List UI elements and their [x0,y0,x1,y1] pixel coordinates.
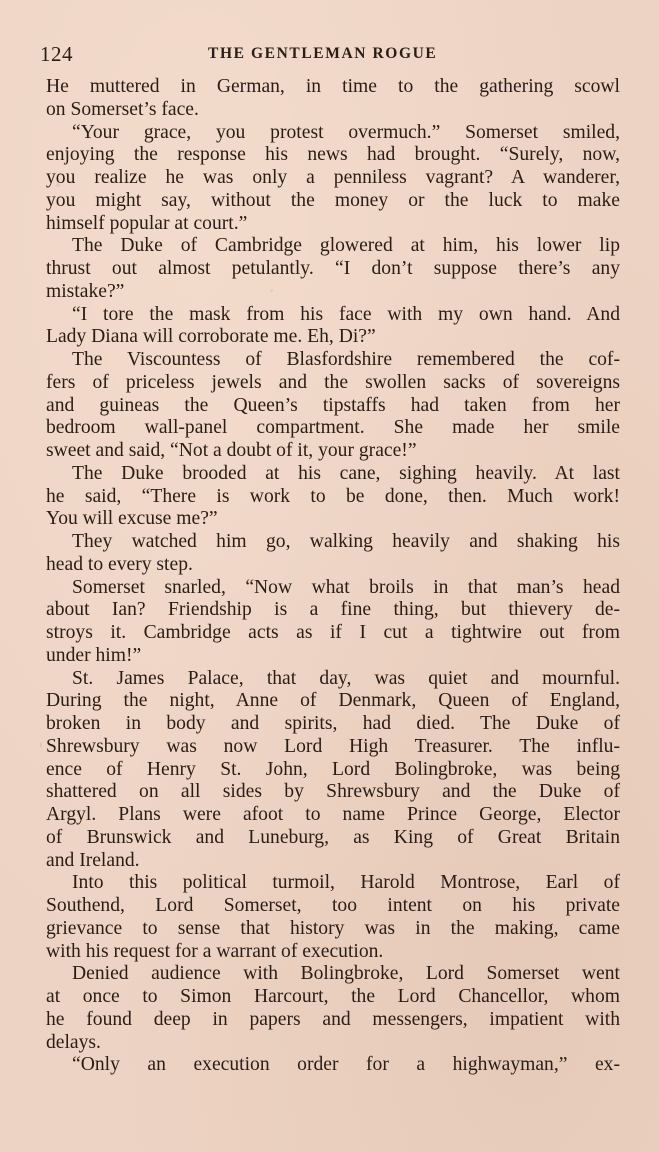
text-line: thrust out almost petulantly. “I don’t suppose there’s any [46,258,620,279]
text-line: The Duke of Cambridge glowered at him, his lower lip [72,235,620,257]
text-line: Shrewsbury was now Lord High Treasurer. The influ- [46,735,620,757]
text-line: Into this political turmoil, Harold Montrose, Earl of [72,872,620,894]
text-line: he found deep in papers and messengers, impatient with [46,1008,620,1030]
text-line: and guineas the Queen’s tipstaffs had taken from her [46,394,620,416]
text-line: Denied audience with Bolingbroke, Lord Somerset went [72,963,620,985]
paper-speck [40,742,42,748]
text-line: Lady Diana will corroborate me. Eh, Di?” [46,326,376,348]
text-line: St. James Palace, that day, was quiet and mournful. [72,667,620,689]
text-line: and Ireland. [46,849,140,871]
text-line: During the night, Anne of Denmark, Queen of England, [46,690,620,712]
paper-speck [270,289,273,292]
text-line: head to every step. [46,553,193,575]
text-line: delays. [46,1031,101,1053]
text-line: Somerset snarled, “Now what broils in that man’s head [72,576,620,598]
text-line: “Your grace, you protest overmuch.” Somerset smiled, [72,121,620,143]
text-line: on Somerset’s face. [46,98,199,120]
text-line: Argyl. Plans were afoot to name Prince George, Elector [46,804,620,825]
text-line: you might say, without the money or the luck to make [46,189,620,211]
text-line: stroys it. Cambridge acts as if I cut a tightwire out from [46,622,620,643]
page-number: 124 [40,42,73,66]
text-line: bedroom wall-panel compartment. She made her smile [46,417,620,439]
text-line: grievance to sense that history was in the making, came [46,917,620,939]
text-line: He muttered in German, in time to the gathering scowl [46,76,620,97]
text-line: “I tore the mask from his face with my own hand. And [72,303,620,325]
text-line: he said, “There is work to be done, then. Much work! [46,485,620,507]
text-line: “Only an execution order for a highwayman,” ex- [72,1054,620,1076]
text-line: of Brunswick and Luneburg, as King of Great Britain [46,826,620,848]
text-line: shattered on all sides by Shrewsbury and the Duke of [46,781,620,803]
text-line: himself popular at court.” [46,212,248,234]
text-line: They watched him go, walking heavily and shaking his [72,531,620,552]
page-header [40,42,620,68]
text-line: sweet and said, “Not a doubt of it, your grace!” [46,440,417,461]
text-line: ence of Henry St. John, Lord Bolingbroke, was being [46,758,620,780]
text-line: Southend, Lord Somerset, too intent on his private [46,895,620,916]
text-line: broken in body and spirits, had died. The Duke of [46,713,620,734]
text-line: The Duke brooded at his cane, sighing heavily. At last [72,462,620,484]
text-line: at once to Simon Harcourt, the Lord Chancellor, whom [46,986,620,1007]
body-text [46,76,620,1077]
text-line: The Viscountess of Blasfordshire remembered the cof- [72,349,620,370]
text-line: you realize he was only a penniless vagrant? A wanderer, [46,167,620,188]
text-line: enjoying the response his news had brought. “Surely, now, [46,144,620,166]
text-line: fers of priceless jewels and the swollen sacks of sovereigns [46,371,620,393]
text-line: with his request for a warrant of execution. [46,940,384,962]
text-line: mistake?” [46,280,125,302]
running-head: THE GENTLEMAN ROGUE [208,45,438,62]
text-line: under him!” [46,644,142,666]
text-line: about Ian? Friendship is a fine thing, but thievery de- [46,599,620,621]
text-line: You will excuse me?” [46,508,218,530]
paper-speck [56,183,60,187]
